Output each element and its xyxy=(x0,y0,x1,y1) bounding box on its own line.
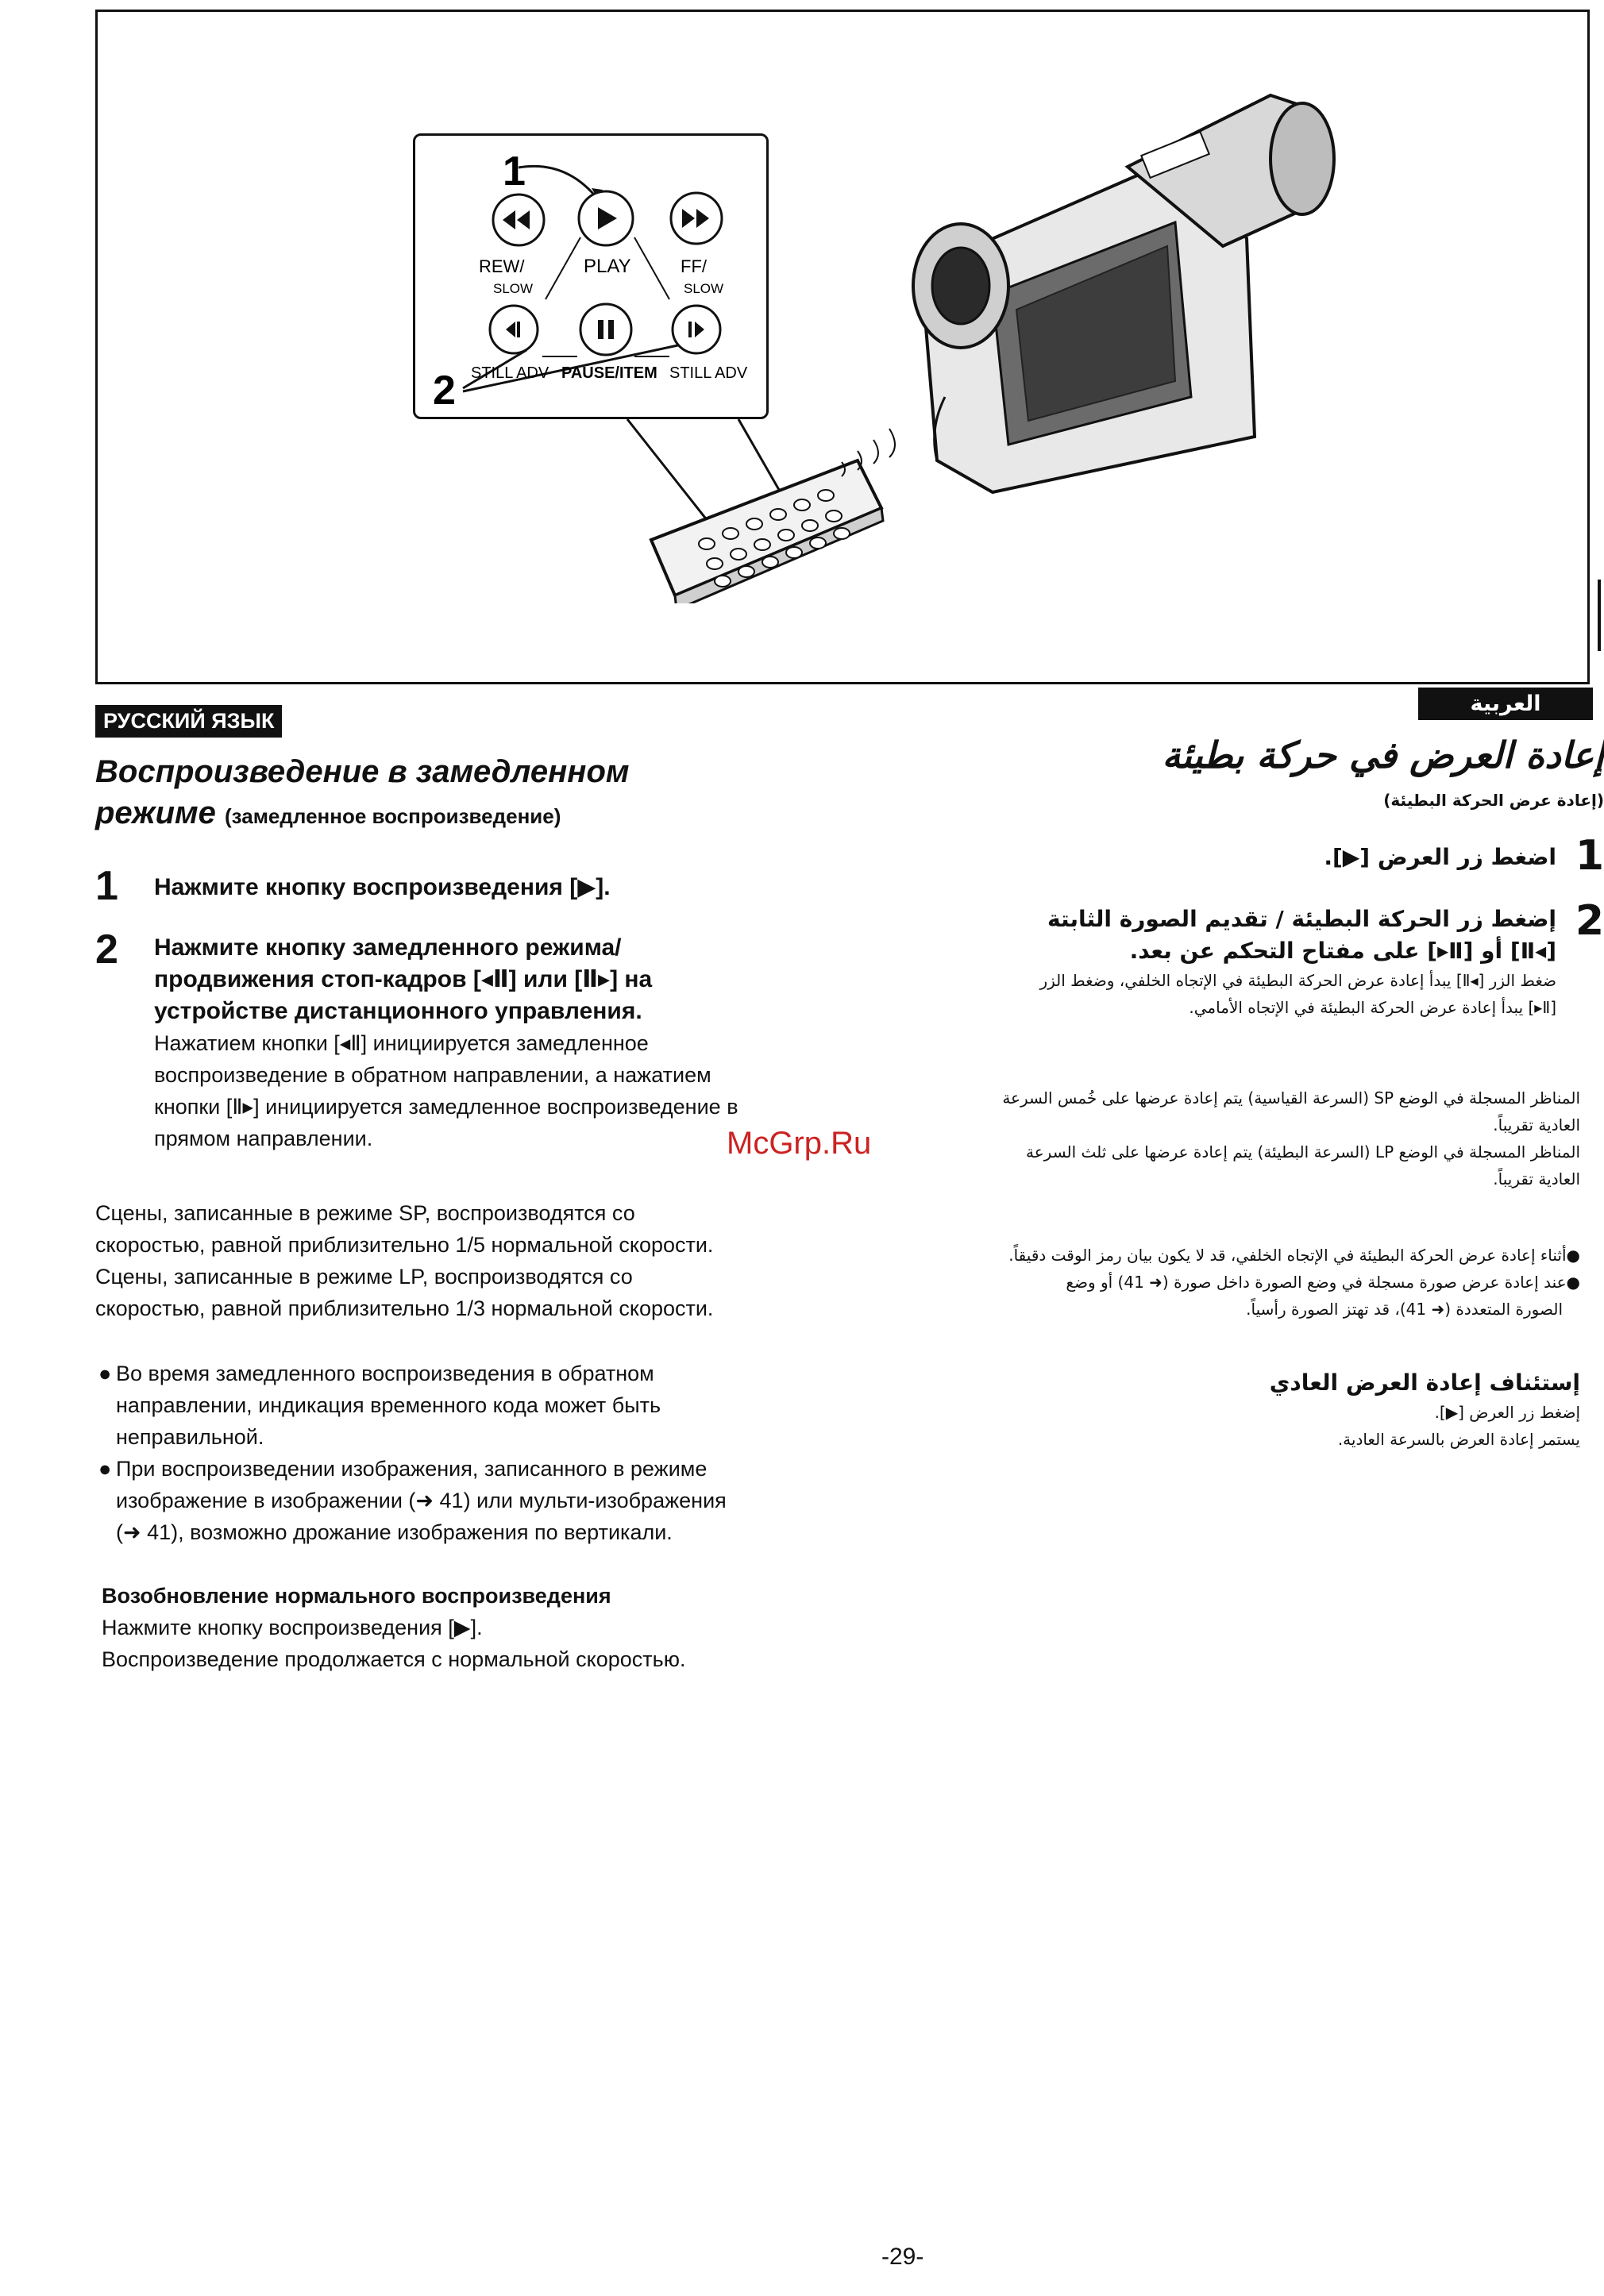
russian-language-badge: РУССКИЙ ЯЗЫК xyxy=(95,705,282,738)
ar-resume-line2: يستمر إعادة العرض بالسرعة العادية. xyxy=(1337,1430,1580,1449)
ru-bullets xyxy=(98,1358,893,1548)
slow-label-left: SLOW xyxy=(493,281,534,296)
still-adv-label-right: STILL ADV xyxy=(669,364,748,382)
ru-bullet-1-line2: направлении, индикация временного кода может быть xyxy=(116,1393,661,1417)
ru-step-1 xyxy=(95,865,889,907)
ru-resume-line1: Нажмите кнопку воспроизведения [▶]. xyxy=(102,1616,483,1639)
ru-speed-notes xyxy=(95,1197,873,1324)
ar-step-1-text: اضغط زر العرض [▶]. xyxy=(1324,844,1556,870)
ru-step-2-number: 2 xyxy=(95,926,118,973)
ar-step-2-detail-1: ضغط الزر [◂Ⅱ] يبدأ إعادة عرض الحركة البطيئة في الإتجاه الخلفي، وضغط الزر xyxy=(1039,971,1556,990)
ru-step-1-number: 1 xyxy=(95,863,118,909)
ar-step-2-detail-2: [Ⅱ▸] يبدأ إعادة عرض الحركة البطيئة في الإتجاه الأمامي. xyxy=(1189,998,1556,1017)
ru-bullet-2 xyxy=(98,1453,893,1548)
ru-step-2-detail-3: кнопки [Ⅱ▸] инициируется замедленное воспроизведение в xyxy=(154,1095,738,1119)
ru-title-line2: режиме xyxy=(95,796,216,830)
still-adv-label-left: STILL ADV xyxy=(471,364,549,382)
still-adv-reverse-button[interactable] xyxy=(490,306,538,353)
ru-speed-note-3: Сцены, записанные в режиме LP, воспроизводятся со xyxy=(95,1265,633,1289)
watermark: McGrp.Ru xyxy=(727,1126,872,1161)
ru-bullet-2-line2: изображение в изображении (➜ 41) или мульти-изображения xyxy=(116,1489,727,1512)
ru-step-2-line2: продвижения стоп-кадров [◂Ⅱ] или [Ⅱ▸] на xyxy=(154,966,653,992)
rewind-button[interactable] xyxy=(493,195,544,245)
bullet-icon: ● xyxy=(98,1457,112,1481)
callout-number-1: 1 xyxy=(503,148,526,195)
ru-title-subtitle: (замедленное воспроизведение) xyxy=(225,804,561,828)
ru-resume-title: Возобновление нормального воспроизведения xyxy=(102,1584,611,1608)
ru-bullet-1-line3: неправильной. xyxy=(116,1425,264,1449)
ru-resume-section xyxy=(102,1580,896,1675)
ar-speed-note-4: العادية تقريباً. xyxy=(1493,1169,1580,1188)
ru-speed-note-2: скоростью, равной приблизительно 1/5 нормальной скорости. xyxy=(95,1233,714,1257)
rew-label: REW/ xyxy=(479,256,525,276)
ar-speed-notes xyxy=(913,1084,1580,1192)
ar-section-subtitle: (إعادة عرض الحركة البطيئة) xyxy=(1383,791,1604,810)
ru-speed-note-1: Сцены, записанные в режиме SP, воспроизводятся со xyxy=(95,1201,635,1225)
ar-resume-title: إستئناف إعادة العرض العادي xyxy=(1269,1370,1580,1396)
ru-step-2-line3: устройстве дистанционного управления. xyxy=(154,998,642,1024)
ar-speed-note-3: المناظر المسجلة في الوضع LP (السرعة البطيئة) يتم إعادة عرضها على ثلث السرعة xyxy=(1026,1142,1580,1161)
ar-bullet-2 xyxy=(913,1269,1580,1296)
bullet-icon: ● xyxy=(98,1362,112,1385)
ru-step-1-text: Нажмите кнопку воспроизведения [▶]. xyxy=(154,874,611,900)
ar-resume-line1: إضغط زر العرض [▶]. xyxy=(1434,1403,1580,1422)
ar-step-2-line1: إضغط زر الحركة البطيئة / تقديم الصورة الثابتة xyxy=(1047,906,1556,932)
ar-bullet-1-text: أثناء إعادة عرض الحركة البطيئة في الإتجاه الخلفي، قد لا يكون بيان رمز الوقت دقيقاً. xyxy=(1008,1246,1567,1265)
callout-number-2: 2 xyxy=(433,368,456,414)
ru-bullet-2-line3: (➜ 41), возможно дрожание изображения по вертикали. xyxy=(116,1520,673,1544)
play-label: PLAY xyxy=(584,256,631,277)
remote-control xyxy=(651,460,883,603)
bullet-icon: ● xyxy=(1566,1246,1580,1265)
bullet-icon: ● xyxy=(1566,1273,1580,1292)
ar-bullets xyxy=(913,1242,1580,1323)
callout-arrow-1 xyxy=(519,166,598,199)
ar-speed-note-1: المناظر المسجلة في الوضع SP (السرعة القياسية) يتم إعادة عرضها على خُمس السرعة xyxy=(1002,1088,1580,1108)
ar-step-1-number: 1 xyxy=(1575,832,1604,880)
ar-step-2-number: 2 xyxy=(1575,897,1604,945)
ru-step-2-line1: Нажмите кнопку замедленного режима/ xyxy=(154,934,622,961)
ru-step-2-detail-4: прямом направлении. xyxy=(154,1127,373,1150)
ru-bullet-1 xyxy=(98,1358,893,1453)
ru-speed-note-4: скоростью, равной приблизительно 1/3 нормальной скорости. xyxy=(95,1296,714,1320)
ru-bullet-1-line1: Во время замедленного воспроизведения в обратном xyxy=(116,1362,654,1385)
margin-marker xyxy=(1598,580,1601,651)
arabic-language-badge: العربية xyxy=(1418,688,1593,720)
ar-section-title: إعادة العرض في حركة بطيئة xyxy=(1162,734,1604,776)
ru-section-title xyxy=(95,751,889,837)
ru-bullet-2-line1: При воспроизведении изображения, записанного в режиме xyxy=(116,1457,708,1481)
ar-bullet-2-cont: الصورة المتعددة (➜ 41)، قد تهتز الصورة رأسياً. xyxy=(1246,1300,1563,1319)
ar-speed-note-2: العادية تقريباً. xyxy=(1493,1115,1580,1135)
ar-resume-section xyxy=(913,1367,1580,1453)
slow-label-right: SLOW xyxy=(684,281,724,296)
page-number: -29- xyxy=(881,2244,924,2270)
ru-title-line1: Воспроизведение в замедленном xyxy=(95,754,630,789)
ru-step-2-detail-2: воспроизведение в обратном направлении, а нажатием xyxy=(154,1063,711,1087)
ar-step-2-line2: [◂Ⅱ] أو [Ⅱ▸] على مفتاح التحكم عن بعد. xyxy=(1129,938,1556,964)
ar-bullet-2-text: عند إعادة عرض صورة مسجلة في وضع الصورة داخل صورة (➜ 41) أو وضع xyxy=(1066,1273,1567,1292)
pause-icon xyxy=(598,320,603,339)
camcorder xyxy=(913,95,1334,492)
ar-bullet-1 xyxy=(913,1242,1580,1269)
camcorder-remote-illustration xyxy=(619,48,1572,603)
pause-label: PAUSE/ITEM xyxy=(561,364,657,382)
ru-step-2-detail-1: Нажатием кнопки [◂Ⅱ] инициируется замедленное xyxy=(154,1031,649,1055)
ff-label: FF/ xyxy=(681,256,707,276)
ru-resume-line2: Воспроизведение продолжается с нормальной скоростью. xyxy=(102,1647,686,1671)
